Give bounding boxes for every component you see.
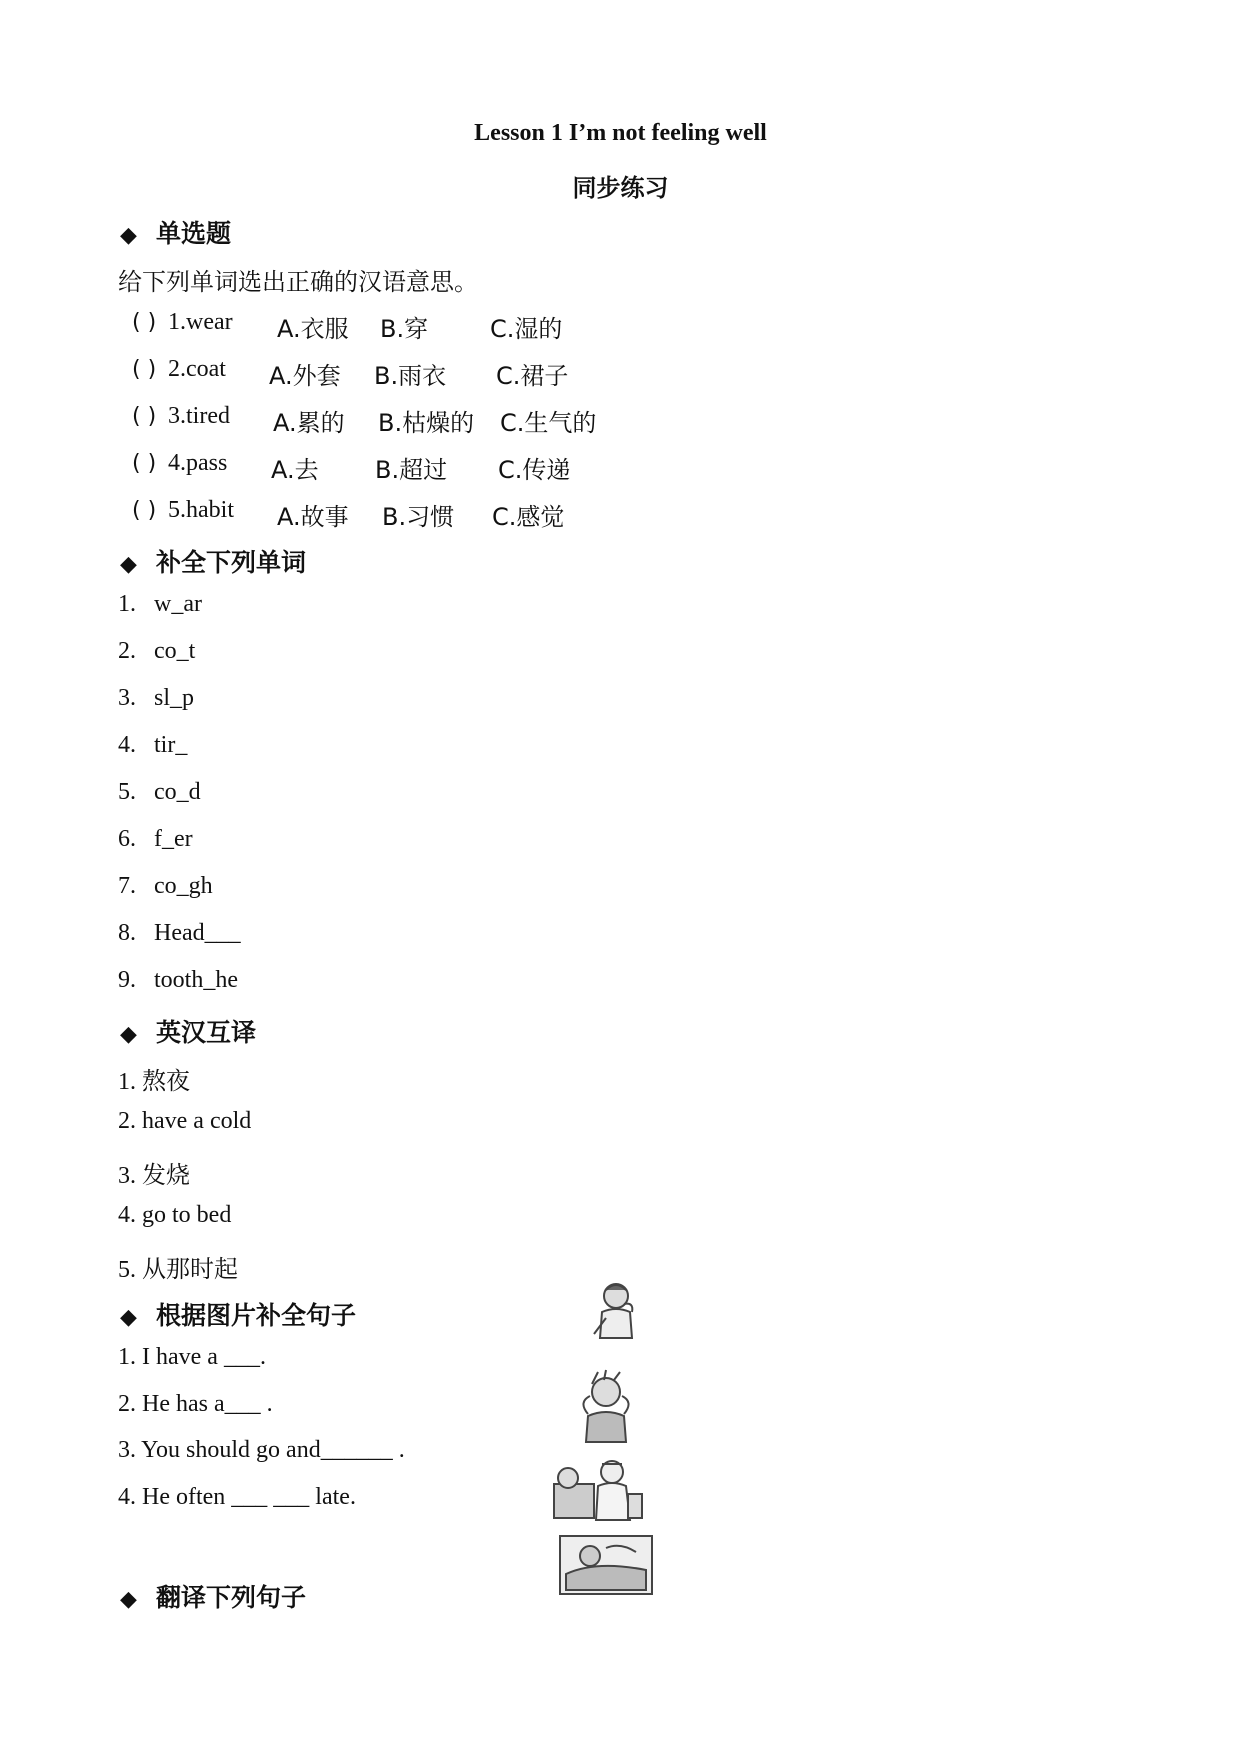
option-c: C.感觉 [492, 503, 565, 531]
word-to-complete: Head___ [154, 920, 241, 946]
diamond-bullet-icon: ◆ [120, 1305, 137, 1330]
section-heading-translate-words [120, 1013, 256, 1049]
list-item: 5. 从那时起 [118, 1257, 238, 1283]
diamond-bullet-icon: ◆ [120, 1022, 137, 1047]
option-a: A.外套 [269, 362, 341, 390]
list-item: 2. have a cold [118, 1108, 252, 1134]
mc-item [132, 497, 565, 531]
mc-item [132, 309, 563, 343]
instruction-text: 给下列单词选出正确的汉语意思。 [118, 268, 478, 296]
diamond-bullet-icon: ◆ [120, 1587, 137, 1612]
mc-item [132, 356, 569, 390]
option-c: C.湿的 [490, 315, 563, 343]
list-item: 4. He often ___ ___ late. [118, 1484, 356, 1510]
diamond-bullet-icon: ◆ [120, 223, 137, 248]
word-to-complete: co_gh [154, 873, 213, 899]
section-title: 英汉互译 [156, 1018, 257, 1047]
list-item: 4. go to bed [118, 1202, 232, 1228]
diamond-bullet-icon: ◆ [120, 552, 137, 577]
option-b: B.穿 [380, 315, 429, 343]
mc-word: 2.coat [168, 356, 226, 382]
section-title: 补全下列单词 [156, 548, 307, 577]
page-subtitle: 同步练习 [572, 174, 669, 202]
list-item: 6. f_er [118, 826, 193, 852]
answer-blank[interactable]: ( ) [132, 498, 157, 523]
word-to-complete: co_t [154, 638, 196, 664]
section-title: 根据图片补全句子 [156, 1301, 357, 1330]
answer-blank[interactable]: ( ) [132, 310, 157, 335]
sleeping-boy-illustration [556, 1530, 656, 1598]
lesson-title: Lesson 1 I’m not feeling well [474, 120, 767, 146]
list-item: 2. co_t [118, 638, 196, 664]
cough-boy-illustration [580, 1278, 660, 1350]
option-b: B.雨衣 [374, 362, 447, 390]
option-a: A.累的 [273, 409, 345, 437]
list-item: 1. w_ar [118, 591, 202, 617]
doctor-visit-illustration [546, 1454, 646, 1528]
word-to-complete: tooth_he [154, 967, 238, 993]
mc-word: 4.pass [168, 450, 228, 476]
list-item: 5. co_d [118, 779, 201, 805]
word-to-complete: co_d [154, 779, 201, 805]
option-a: A.去 [271, 456, 319, 484]
option-b: B.枯燥的 [378, 409, 475, 437]
option-c: C.裙子 [496, 362, 569, 390]
list-item: 1. I have a ___. [118, 1344, 266, 1370]
list-item: 2. He has a___ . [118, 1391, 273, 1417]
answer-blank[interactable]: ( ) [132, 451, 157, 476]
list-item: 3. 发烧 [118, 1163, 190, 1189]
list-item: 7. co_gh [118, 873, 213, 899]
option-c: C.生气的 [500, 409, 597, 437]
word-to-complete: tir_ [154, 732, 188, 758]
option-c: C.传递 [498, 456, 571, 484]
word-to-complete: sl_p [154, 685, 195, 711]
option-a: A.衣服 [277, 315, 349, 343]
list-item: 9. tooth_he [118, 967, 238, 993]
answer-blank[interactable]: ( ) [132, 357, 157, 382]
section-heading-picture-sentences [120, 1296, 356, 1332]
section-title: 翻译下列句子 [156, 1583, 307, 1612]
list-item: 3. sl_p [118, 685, 195, 711]
section-heading-translate-sentences [120, 1578, 306, 1614]
list-item: 4. tir_ [118, 732, 188, 758]
option-b: B.习惯 [382, 503, 455, 531]
list-item: 1. 熬夜 [118, 1069, 190, 1095]
answer-blank[interactable]: ( ) [132, 404, 157, 429]
mc-word: 3.tired [168, 403, 230, 429]
list-item: 3. You should go and______ . [118, 1437, 405, 1463]
option-a: A.故事 [277, 503, 349, 531]
section-title: 单选题 [156, 219, 232, 248]
section-heading-complete-words [120, 543, 306, 579]
section-heading-single-choice [120, 214, 231, 250]
option-b: B.超过 [375, 456, 448, 484]
word-to-complete: w_ar [154, 591, 202, 617]
headache-boy-illustration [566, 1366, 650, 1446]
mc-item [132, 403, 597, 437]
mc-item [132, 450, 571, 484]
mc-word: 5.habit [168, 497, 234, 523]
list-item: 8. Head___ [118, 920, 241, 946]
word-to-complete: f_er [154, 826, 193, 852]
mc-word: 1.wear [168, 309, 233, 335]
